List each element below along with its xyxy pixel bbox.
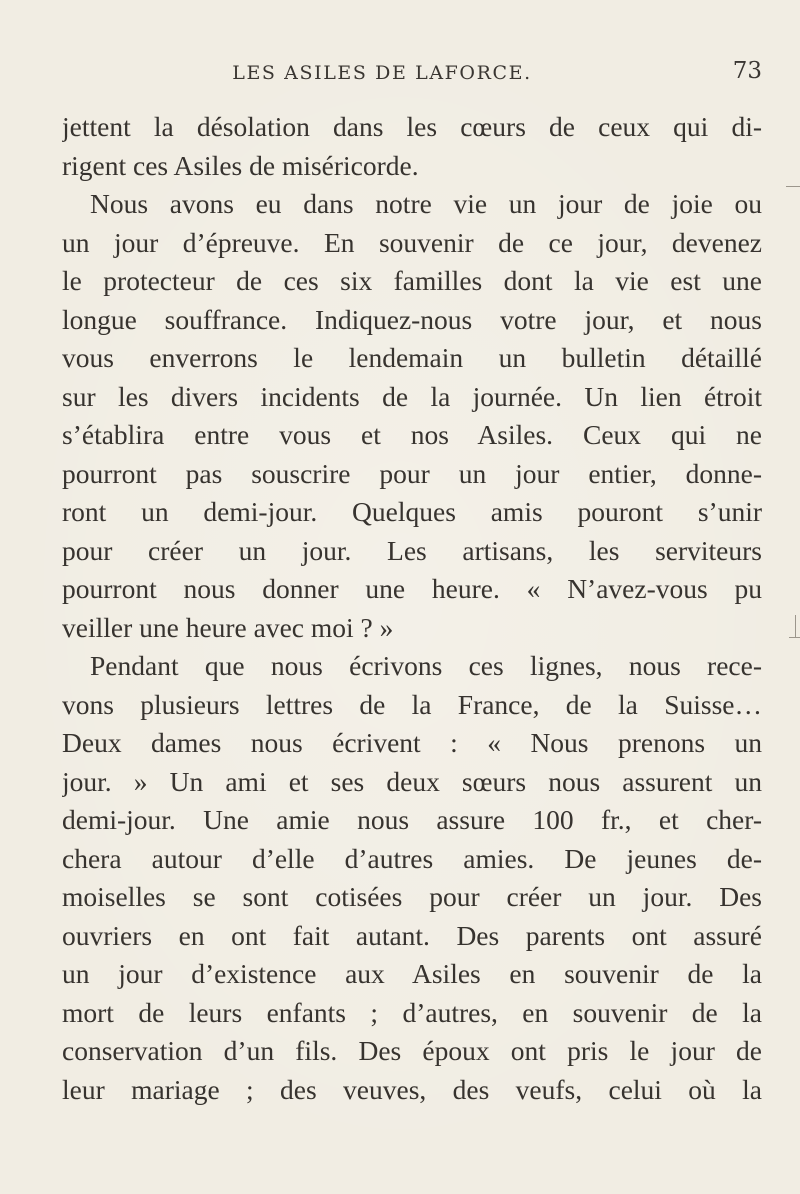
text-line: un jour d’existence aux Asiles en souvenir de la [62, 958, 762, 989]
text-line: pour créer un jour. Les artisans, les serviteurs [62, 534, 762, 566]
text-line: pourront pas souscrire pour un jour entier, donne- [62, 457, 762, 489]
text-line: longue souffrance. Indiquez-nous votre jour, et nous [62, 303, 762, 335]
text-line: Pendant que nous écrivons ces lignes, nous rece- [90, 650, 762, 681]
text-line: le protecteur de ces six familles dont la vie est une [62, 265, 762, 296]
text-line: conservation d’un fils. Des époux ont pris le jour de [62, 1035, 762, 1066]
text-line: demi-jour. Une amie nous assure 100 fr., et cher- [62, 804, 762, 835]
text-line: veiller une heure avec moi ? » [62, 611, 394, 643]
text-line: rigent ces Asiles de miséricorde. [62, 149, 419, 181]
text-line: pourront nous donner une heure. « N’avez-vous pu [62, 573, 762, 604]
text-line: mort de leurs enfants ; d’autres, en souvenir de la [62, 996, 762, 1028]
margin-mark [795, 615, 796, 637]
text-line: Nous avons eu dans notre vie un jour de joie ou [90, 188, 762, 219]
text-line: vons plusieurs lettres de la France, de la Suisse… [62, 688, 762, 720]
text-line: s’établira entre vous et nos Asiles. Ceux qui ne [62, 419, 762, 450]
text-line: jour. » Un ami et ses deux sœurs nous assurent un [62, 765, 762, 797]
text-line: sur les divers incidents de la journée. Un lien étroit [62, 380, 762, 412]
text-line: leur mariage ; des veuves, des veufs, celui où la [62, 1073, 762, 1105]
text-line: moiselles se sont cotisées pour créer un jour. Des [62, 881, 762, 912]
text-line: ouvriers en ont fait autant. Des parents ont assuré [62, 919, 762, 951]
text-line: jettent la désolation dans les cœurs de ceux qui di- [62, 111, 762, 142]
text-line: ront un demi-jour. Quelques amis pouront s’unir [62, 496, 762, 527]
body-text [62, 108, 762, 1109]
text-line: un jour d’épreuve. En souvenir de ce jour, devenez [62, 226, 762, 258]
text-line: chera autour d’elle d’autres amies. De jeunes de- [62, 842, 762, 874]
page-header [62, 58, 762, 92]
margin-mark [789, 637, 800, 638]
margin-mark [786, 186, 800, 187]
text-line: vous enverrons le lendemain un bulletin détaillé [62, 342, 762, 373]
running-title: LES ASILES DE LAFORCE. [232, 62, 532, 84]
page-number: 73 [732, 58, 762, 84]
text-line: Deux dames nous écrivent : « Nous prenons un [62, 727, 762, 758]
